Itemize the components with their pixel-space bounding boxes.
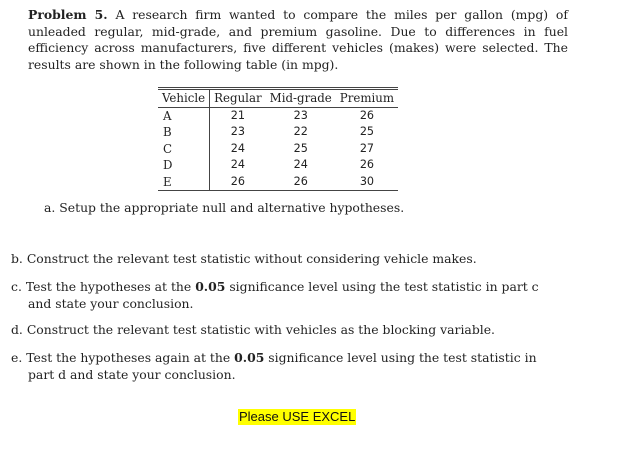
mid-grade-cell: 24: [293, 158, 308, 172]
question-e-label: e.: [11, 350, 23, 365]
excel-note: Please USE EXCEL: [239, 409, 356, 424]
question-a-label: a.: [44, 200, 56, 215]
premium-cell: 27: [359, 141, 375, 155]
question-d: [11, 322, 495, 339]
question-e: [11, 350, 537, 383]
table-row: [158, 174, 398, 191]
regular-cell: 23: [230, 125, 246, 139]
question-c-text-line2: and state your conclusion.: [28, 295, 194, 311]
question-e-level: 0.05: [234, 350, 265, 365]
problem-statement: [28, 7, 568, 73]
table-row: [158, 157, 398, 173]
vehicle-cell: E: [158, 174, 210, 191]
header-mid-grade: Mid-grade: [266, 89, 336, 108]
regular-cell: 26: [210, 174, 266, 191]
vehicle-cell: C: [158, 141, 210, 157]
question-a: [44, 200, 404, 217]
premium-cell: 26: [359, 109, 375, 122]
problem-label: Problem 5.: [28, 7, 108, 22]
table-row: [158, 124, 398, 140]
mpg-table: [158, 87, 398, 191]
table-header-row: [158, 89, 398, 108]
problem-text: A research firm wanted to compare the miles per gallon (mpg) of unleaded regular, mid-grade, and premium gasoline. Due to differences in fuel efficiency across manufacturers, five different vehicles (makes) were selected. The results are shown in the following table (in mpg).: [28, 7, 568, 72]
header-premium: Premium: [336, 89, 398, 108]
premium-cell: 30: [336, 174, 398, 191]
question-e-text-line2: part d and state your conclusion.: [28, 366, 236, 382]
regular-cell: 21: [230, 109, 246, 122]
question-b-text: Construct the relevant test statistic without considering vehicle makes.: [26, 251, 477, 266]
table-row: [158, 108, 398, 125]
regular-cell: 24: [230, 141, 246, 155]
question-d-text: Construct the relevant test statistic with vehicles as the blocking variable.: [26, 322, 495, 337]
mid-grade-cell: 25: [293, 141, 308, 155]
question-c-label: c.: [11, 279, 22, 294]
header-regular: Regular: [210, 89, 266, 108]
question-e-text-before: Test the hypotheses again at the: [26, 350, 235, 365]
vehicle-cell: B: [158, 124, 210, 140]
question-c-text-before: Test the hypotheses at the: [25, 279, 196, 294]
header-vehicle: Vehicle: [158, 89, 210, 108]
question-c-level: 0.05: [195, 279, 226, 294]
question-a-text: Setup the appropriate null and alternative hypotheses.: [59, 200, 405, 215]
mid-grade-cell: 26: [266, 174, 336, 191]
vehicle-cell: D: [158, 157, 210, 173]
mid-grade-cell: 23: [293, 109, 308, 122]
regular-cell: 24: [230, 158, 246, 172]
mid-grade-cell: 22: [293, 125, 308, 139]
premium-cell: 26: [359, 158, 375, 172]
question-b-label: b.: [11, 251, 23, 266]
premium-cell: 25: [359, 125, 375, 139]
question-d-label: d.: [11, 322, 23, 337]
question-c: [11, 279, 539, 312]
table-row: [158, 141, 398, 157]
question-e-text-after: significance level using the test statistic in: [264, 350, 537, 365]
vehicle-cell: A: [158, 108, 210, 125]
question-c-text-after: significance level using the test statistic in part c: [225, 279, 539, 294]
question-b: [11, 251, 477, 268]
